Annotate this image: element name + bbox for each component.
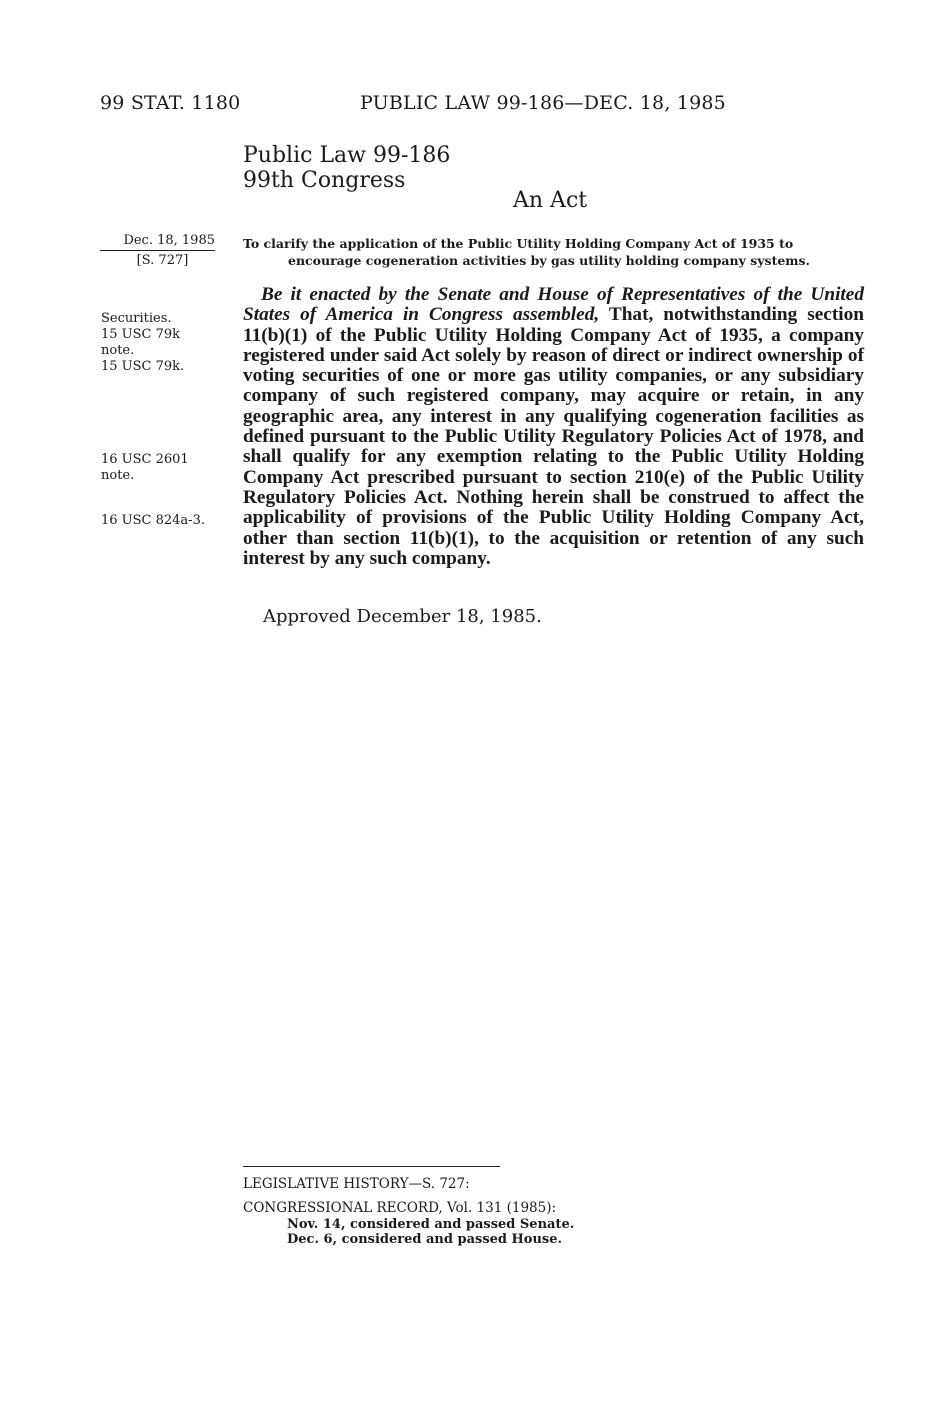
margin-note: 15 USC 79k <box>101 327 181 342</box>
margin-note: 15 USC 79k. <box>101 359 185 374</box>
margin-notes-824a <box>101 513 205 529</box>
law-number: Public Law 99-186 <box>243 143 451 168</box>
enactment-date: Dec. 18, 1985 <box>100 233 215 251</box>
margin-note: 16 USC 2601 <box>101 452 189 467</box>
margin-notes-purpa <box>101 452 189 484</box>
legislative-history-heading: LEGISLATIVE HISTORY—S. 727: <box>243 1176 470 1192</box>
margin-notes-securities <box>101 311 184 375</box>
congressional-record: CONGRESSIONAL RECORD, Vol. 131 (1985): <box>243 1200 557 1216</box>
enactment-sidenote <box>100 233 215 268</box>
margin-note: note. <box>101 468 135 483</box>
page-reference: 99 STAT. 1180 <box>100 92 241 114</box>
an-act-heading: An Act <box>513 188 588 213</box>
footnote-rule <box>243 1166 500 1167</box>
purpose-statement <box>243 235 865 269</box>
margin-note: note. <box>101 343 135 358</box>
congress-number: 99th Congress <box>243 168 406 193</box>
history-entry-house: Dec. 6, considered and passed House. <box>287 1232 563 1247</box>
enacting-clause: Be it enacted by the Senate and House of Representatives of the United States of America in Congress assembled, <box>243 284 864 326</box>
act-body <box>243 285 864 569</box>
bill-number: [S. 727] <box>136 253 189 268</box>
act-text: That, notwithstanding section 11(b)(1) of the Public Utility Holding Company Act of 1935, a company registered under said Act solely by reason of direct or indirect ownership of voting securities of one or more gas utility companies, or any subsidiary company of such registered company, may acquire or retain, in any geographic area, any interest in any qualifying cogeneration facilities as defined pursuant to the Public Utility Regulatory Policies Act of 1978, and shall qualify for any exemption relating to the Public Utility Holding Company Act prescribed pursuant to section 210(e) of the Public Utility Regulatory Policies Act. Nothing herein shall be construed to affect the applicability of provisions of the Public Utility Holding Company Act, other than section 11(b)(1), to the acquisition or retention of any such interest by any such company. <box>243 304 865 569</box>
history-entry-senate: Nov. 14, considered and passed Senate. <box>287 1217 575 1232</box>
running-title: PUBLIC LAW 99-186—DEC. 18, 1985 <box>360 92 726 114</box>
margin-note: Securities. <box>101 311 172 326</box>
approval-date: Approved December 18, 1985. <box>263 606 542 627</box>
purpose-line-2: encourage cogeneration activities by gas utility holding company systems. <box>288 253 810 268</box>
purpose-line-1: To clarify the application of the Public Utility Holding Company Act of 1935 to <box>243 236 794 251</box>
margin-note: 16 USC 824a-3. <box>101 513 205 528</box>
